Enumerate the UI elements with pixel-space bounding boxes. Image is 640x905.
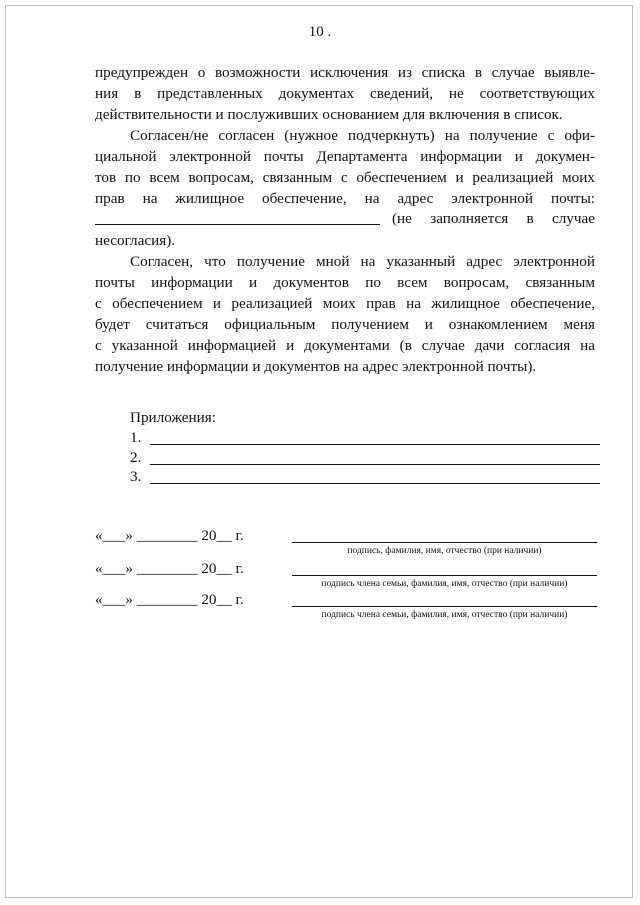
attachment-row-1[interactable] bbox=[130, 429, 600, 449]
attachment-number: 2. bbox=[130, 449, 142, 466]
paragraph3-line-5: с указанной информацией и документами (в случае дачи согласия на bbox=[95, 337, 595, 354]
attachment-line[interactable] bbox=[150, 444, 600, 445]
paragraph1-line-3: действительности и послуживших основанием для включения в список. bbox=[95, 106, 563, 123]
attachment-row-3[interactable] bbox=[130, 468, 600, 488]
email-entry-row bbox=[0, 208, 640, 230]
signature-caption: подпись члена семьи, фамилия, имя, отчество (при наличии) bbox=[321, 610, 568, 620]
attachment-number: 3. bbox=[130, 468, 142, 485]
paragraph2-last-line: несогласия). bbox=[95, 232, 176, 249]
attachment-line[interactable] bbox=[150, 464, 600, 465]
paragraph3-line-4: будет считаться официальным получением и ознакомлением меня bbox=[95, 316, 595, 333]
paragraph2-line-2: циальной электронной почты Департамента информации и докумен- bbox=[95, 148, 595, 165]
signature-line[interactable] bbox=[292, 542, 597, 543]
paragraph2-line-3: тов по всем вопросам, связанным с обеспечением и реализацией моих bbox=[95, 169, 595, 186]
paragraph2-line-4: прав на жилищное обеспечение, на адрес электронной почты: bbox=[95, 190, 595, 207]
attachments-title: Приложения: bbox=[130, 409, 216, 426]
paragraph1-line-2: ния в представленных документах сведений, не соответствующих bbox=[95, 85, 595, 102]
attachment-number: 1. bbox=[130, 429, 142, 446]
signature-row-3 bbox=[95, 591, 600, 631]
signature-line[interactable] bbox=[292, 606, 597, 607]
signature-date[interactable]: «___» ________ 20__ г. bbox=[95, 591, 244, 608]
paragraph3-line-2: почты информации и документов по всем вопросам, связанным bbox=[95, 274, 595, 291]
paragraph1-line-1: предупрежден о возможности исключения из списка в случае выявле- bbox=[95, 64, 595, 81]
page-number: 10 . bbox=[308, 24, 332, 40]
signature-line[interactable] bbox=[292, 575, 597, 576]
paragraph3-line-1: Согласен, что получение мной на указанный адрес электронной bbox=[130, 253, 595, 270]
paragraph2-line-1: Согласен/не согласен (нужное подчеркнуть) на получение с офи- bbox=[130, 127, 595, 144]
paragraph2-tail: (не заполняется в случае bbox=[392, 210, 595, 227]
signature-date[interactable]: «___» ________ 20__ г. bbox=[95, 527, 244, 544]
email-field[interactable] bbox=[95, 208, 380, 225]
paragraph3-line-3: с обеспечением и реализацией моих прав на жилищное обеспечение, bbox=[95, 295, 595, 312]
signature-caption: подпись члена семьи, фамилия, имя, отчество (при наличии) bbox=[321, 579, 568, 589]
signature-date[interactable]: «___» ________ 20__ г. bbox=[95, 560, 244, 577]
paragraph3-line-6: получение информации и документов на адрес электронной почты). bbox=[95, 358, 537, 375]
attachment-row-2[interactable] bbox=[130, 449, 600, 469]
attachment-line[interactable] bbox=[150, 483, 600, 484]
signature-caption: подпись, фамилия, имя, отчество (при наличии) bbox=[347, 546, 542, 556]
